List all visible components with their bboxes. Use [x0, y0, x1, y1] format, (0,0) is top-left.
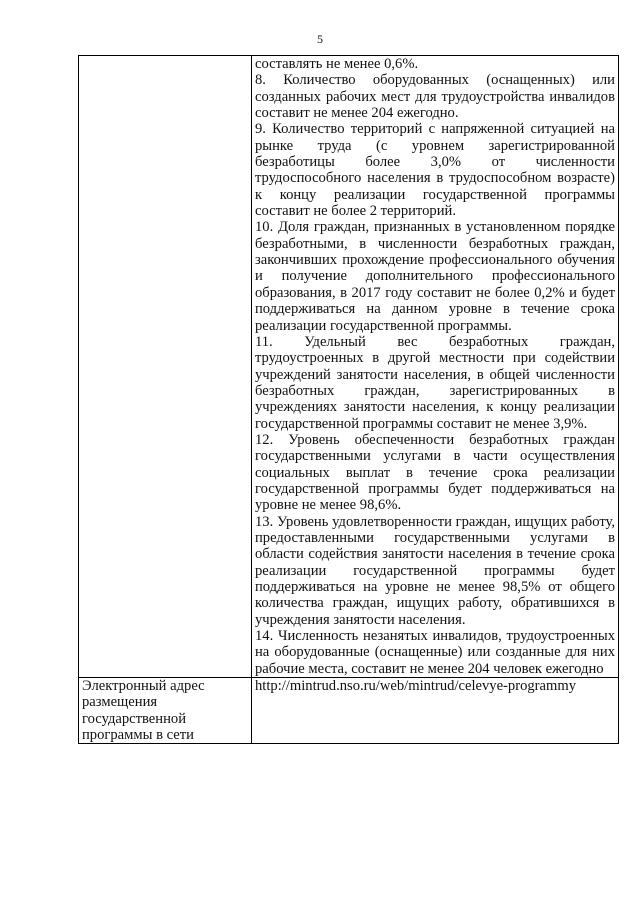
- indicator-item: 10. Доля граждан, признанных в установленном порядке безработными, в численности безработных граждан, закончивших прохождение профессионального обучения и получение дополнительного профессионального образования, в 2017 году составит не более 0,2% и будет поддерживаться на данном уровне в течение срока реализации государственной программы.: [255, 219, 615, 334]
- page-number: 5: [317, 32, 323, 46]
- program-passport-table: [78, 55, 619, 744]
- table-row: [79, 678, 619, 744]
- indicator-item: составлять не менее 0,6%.: [255, 56, 419, 72]
- web-address-link[interactable]: http://mintrud.nso.ru/web/mintrud/celevye-programmy: [252, 678, 619, 744]
- indicator-item: 12. Уровень обеспеченности безработных граждан государственными услугами в части осуществления социальных выплат в течение срока реализации государственной программы будет поддерживаться на уровне не менее 98,6%.: [255, 431, 615, 514]
- table-row: [79, 56, 619, 678]
- indicator-item: 9. Количество территорий с напряженной ситуацией на рынке труда (с уровнем зарегистрированной безработицы более 3,0% от численности трудоспособного населения в трудоспособном возрасте) к концу реализации государственной программы составит не более 2 территорий.: [255, 121, 615, 220]
- indicator-item: 14. Численность незанятых инвалидов, трудоустроенных на оборудованные (оснащенные) или созданные для них рабочие места, составит не менее 204 человек ежегодно: [255, 628, 615, 677]
- indicator-item: 8. Количество оборудованных (оснащенных) или созданных рабочих мест для трудоустройства инвалидов составит не менее 204 ежегодно.: [255, 72, 615, 122]
- indicator-item: 13. Уровень удовлетворенности граждан, ищущих работу, предоставленными государственными услугами в области содействия занятости населения в течение срока реализации государственной программы будет поддерживаться на уровне не менее 98,5% от общего количества граждан, ищущих работу, обратившихся в учреждения занятости населения.: [255, 513, 615, 628]
- web-address-label: Электронный адрес размещения государственной программы в сети: [79, 678, 252, 744]
- indicator-item: 11. Удельный вес безработных граждан, трудоустроенных в другой местности при содействии учреждений занятости населения, в общей численности безработных граждан, зарегистрированных в учреждениях занятости населения, к концу реализации государственной программы составит не менее 3,9%.: [255, 333, 615, 432]
- row-label-cell: [79, 56, 252, 678]
- indicators-cell: [252, 56, 619, 678]
